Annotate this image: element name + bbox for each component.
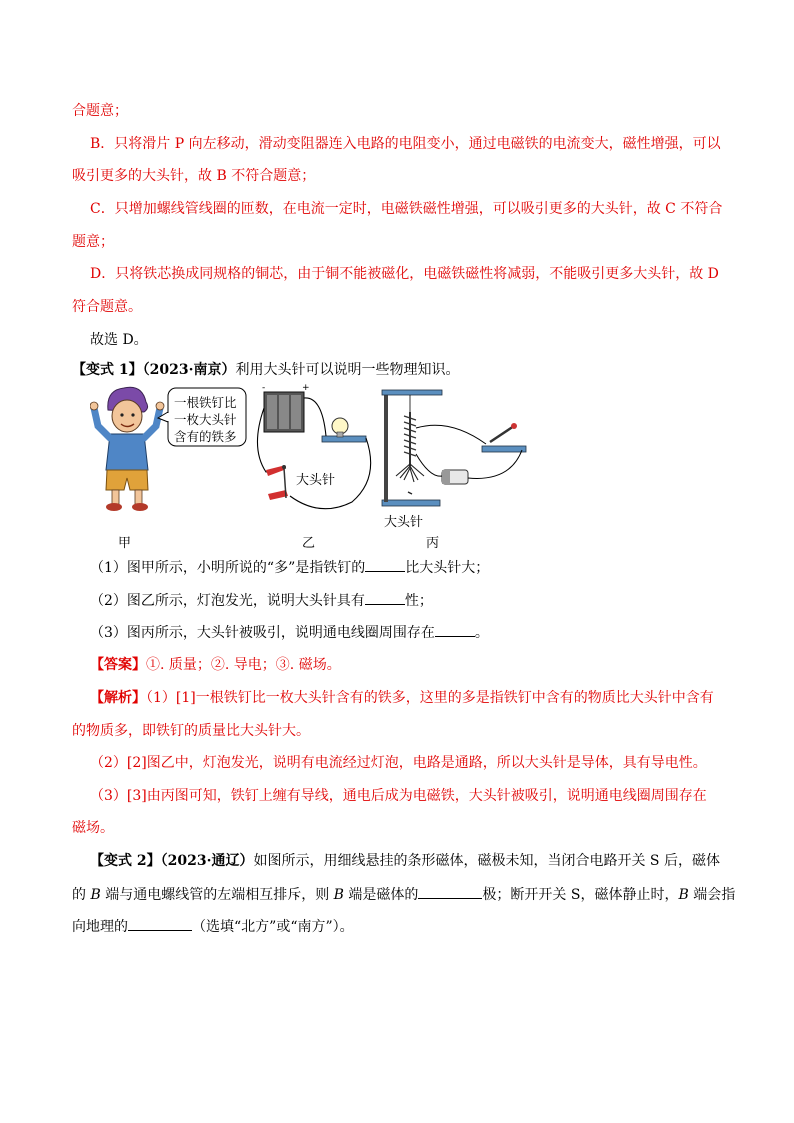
- figure-label-bing: 丙: [426, 536, 440, 551]
- variant1-tag: 【变式 1】: [72, 362, 143, 378]
- variant2-line: 向地理的 （选填“北方”或“南方”）。: [72, 916, 722, 937]
- variant1-q2: （2）图乙所示，灯泡发光，说明大头针具有 性；: [90, 590, 740, 611]
- svg-text:-: -: [262, 383, 266, 393]
- solution-line: 符合题意。: [72, 299, 142, 315]
- answer-blank[interactable]: [418, 884, 482, 899]
- pin-label-c: 大头针: [384, 515, 424, 528]
- boy-figure: [90, 387, 164, 511]
- bulb-icon: [332, 418, 348, 434]
- answer-blank[interactable]: [365, 557, 405, 572]
- solution-conclusion: 故选 D。: [90, 332, 148, 348]
- variant1-figure: [90, 378, 560, 528]
- variant1-stem: 利用大头针可以说明一些物理知识。: [235, 362, 460, 378]
- variant2-question: 【变式 2】（2023·通辽）如图所示，用细线悬挂的条形磁体，磁极未知，当闭合电路开关 S 后，磁体: [90, 853, 720, 869]
- variant1-source: （2023·南京）: [142, 362, 236, 378]
- pin-label-b: 大头针: [296, 473, 336, 488]
- variant1-answer: 【答案】①. 质量；②. 导电；③. 磁场。: [90, 657, 341, 673]
- variant1-q3: （3）图丙所示，大头针被吸引，说明通电线圈周围存在 。: [90, 622, 740, 643]
- variant2-line: 的 B 端与通电螺线管的左端相互排斥，则 B 端是磁体的 极；断开开关 S，磁体静止时，B 端会指: [72, 884, 722, 905]
- figure-label-yi: 乙: [302, 536, 316, 551]
- answer-blank[interactable]: [435, 622, 475, 637]
- analysis-line: （2）[2]图乙中，灯泡发光，说明有电流经过灯泡，电路是通路，所以大头针是导体，具有导电性。: [90, 755, 707, 771]
- speech-line-2: 一枚大头针: [174, 412, 237, 427]
- speech-line-1: 一根铁钉比: [174, 395, 237, 410]
- variant1-analysis: 【解析】（1）[1]一根铁钉比一枚大头针含有的铁多，这里的多是指铁钉中含有的物质比大头针中含有: [90, 690, 714, 706]
- analysis-line: （3）[3]由丙图可知，铁钉上缠有导线，通电后成为电磁铁，大头针被吸引，说明通电线圈周围存在: [90, 788, 707, 804]
- solution-line: 合题意；: [72, 103, 128, 119]
- variant1-q1: （1）图甲所示，小明所说的“多”是指铁钉的 比大头针大；: [90, 557, 740, 578]
- speech-line-3: 含有的铁多: [174, 429, 237, 444]
- solution-option-d: D．只将铁芯换成同规格的铜芯，由于铜不能被磁化，电磁铁磁性将减弱，不能吸引更多大头针，故 D: [90, 266, 719, 282]
- figure-label-jia: 甲: [118, 536, 132, 551]
- answer-blank[interactable]: [365, 590, 405, 605]
- electromagnet-setup: [382, 390, 526, 506]
- solution-line: 吸引更多的大头针，故 B 不符合题意；: [72, 168, 316, 184]
- solution-option-b: B．只将滑片 P 向左移动，滑动变阻器连入电路的电阻变小，通过电磁铁的电流变大，磁性增强，可以: [90, 136, 721, 152]
- analysis-line: 磁场。: [72, 820, 114, 836]
- analysis-line: 的物质多，即铁钉的质量比大头针大。: [72, 723, 310, 739]
- svg-text:+: +: [302, 383, 310, 393]
- variant1-question: [72, 360, 722, 380]
- solution-option-c: C．只增加螺线管线圈的匝数，在电流一定时，电磁铁磁性增强，可以吸引更多的大头针，故 C 不符合: [90, 201, 723, 217]
- answer-blank[interactable]: [128, 916, 192, 931]
- conductivity-circuit: [257, 383, 370, 509]
- solution-line: 题意；: [72, 234, 114, 250]
